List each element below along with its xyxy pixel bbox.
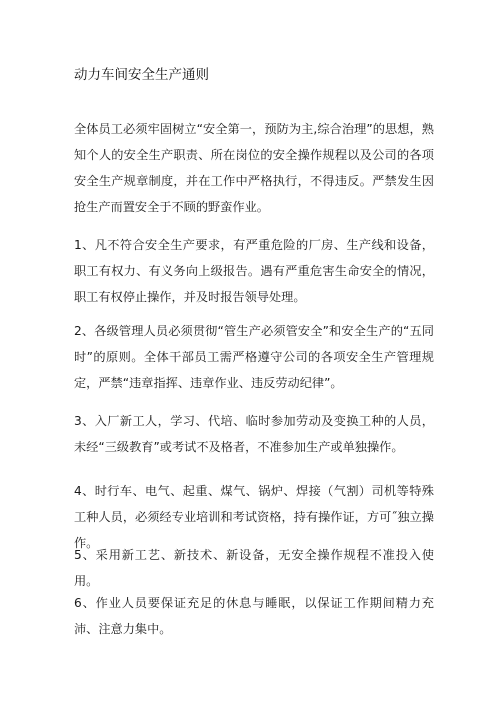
- paragraph-rule-3: 3、入厂新工人，学习、代培、临时参加劳动及变换工种的人员，未经“三级教育”或考试不及格者，不准参加生产或单独操作。: [74, 414, 434, 454]
- paragraph-rule-6: 6、作业人员要保证充足的休息与睡眠，以保证工作期间精力充沛、注意力集中。: [74, 596, 434, 636]
- paragraph-intro: 全体员工必须牢固树立“安全第一，预防为主,综合治理”的思想，熟知个人的安全生产职责、所在岗位的安全操作规程以及公司的各项安全生产规章制度，并在工作中严格执行，不得违反。严禁发生因抢生产而置安全于不顾的野蛮作业。: [74, 122, 434, 214]
- paragraph-rule-5: 5、采用新工艺、新技术、新设备，无安全操作规程不准投入使用。: [74, 548, 434, 588]
- document-title: 动力车间安全生产通则: [74, 67, 209, 83]
- paragraph-rule-1: 1、凡不符合安全生产要求，有严重危险的厂房、生产线和设备，职工有权力、有义务向上级报告。遇有严重危害生命安全的情况，职工有权停止操作，并及时报告领导处理。: [74, 238, 434, 304]
- paragraph-rule-4: 4、时行车、电气、起重、煤气、锅炉、焊接（气割）司机等特殊工种人员，必须经专业培训和考试资格，持有操作证，方可˝独立操作。: [74, 484, 434, 550]
- paragraph-rule-2: 2、各级管理人员必须贯彻“管生产必须管安全”和安全生产的“五同时”的原则。全体干部员工需严格遵守公司的各项安全生产管理规定，严禁“违章指挥、违章作业、违反劳动纪律”。: [74, 324, 434, 390]
